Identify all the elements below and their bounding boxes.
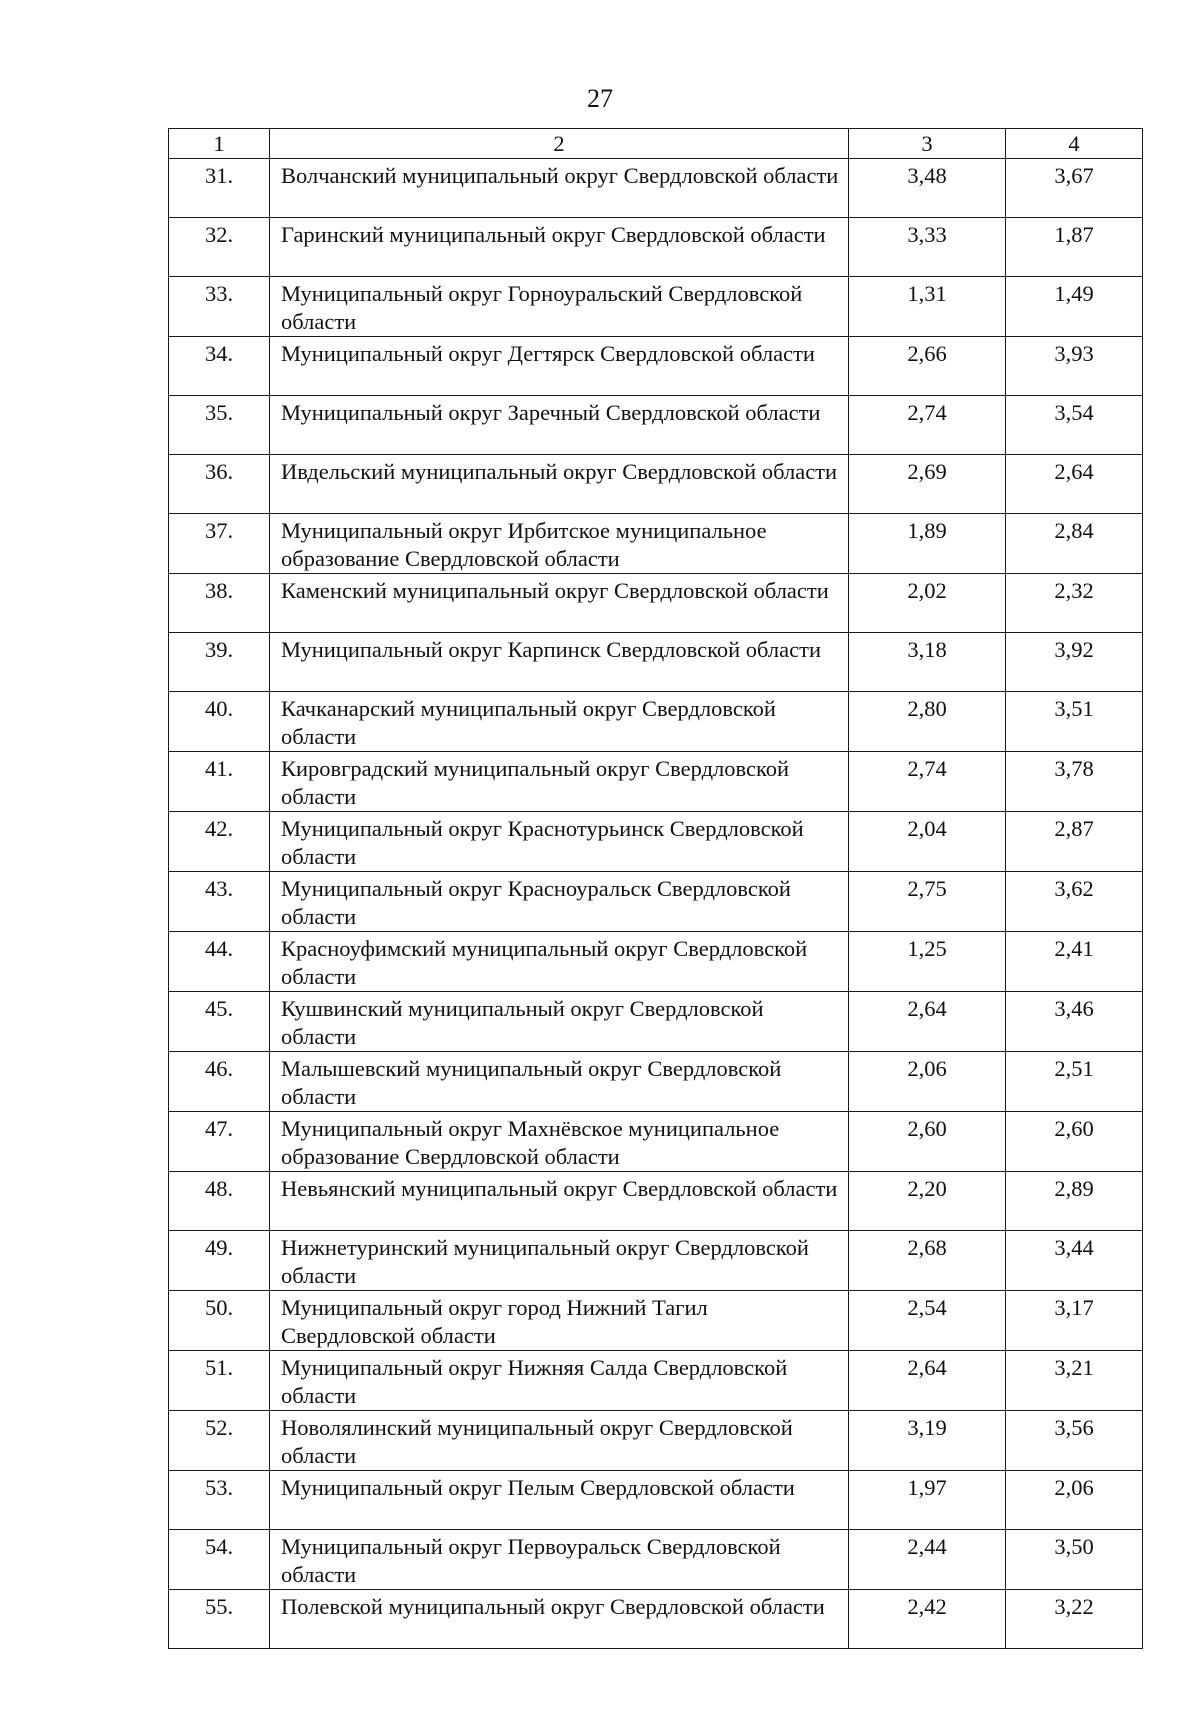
row-number-cell: 51.	[169, 1351, 270, 1411]
municipality-name-cell: Полевской муниципальный округ Свердловской области	[270, 1590, 849, 1649]
table-row	[169, 1530, 1143, 1590]
row-number-cell: 34.	[169, 337, 270, 396]
row-number-cell: 38.	[169, 574, 270, 633]
value-col4-cell: 2,87	[1006, 812, 1143, 872]
row-number-cell: 47.	[169, 1112, 270, 1172]
table-row	[169, 396, 1143, 455]
row-number-cell: 53.	[169, 1471, 270, 1530]
value-col4-cell: 3,62	[1006, 872, 1143, 932]
row-number-cell: 55.	[169, 1590, 270, 1649]
municipality-name-cell: Муниципальный округ Красноуральск Свердловской области	[270, 872, 849, 932]
municipality-name-cell: Красноуфимский муниципальный округ Свердловской области	[270, 932, 849, 992]
table-row	[169, 992, 1143, 1052]
table-row	[169, 872, 1143, 932]
municipality-name-cell: Гаринский муниципальный округ Свердловской области	[270, 218, 849, 277]
value-col3-cell: 2,75	[849, 872, 1006, 932]
table-row	[169, 1351, 1143, 1411]
row-number-cell: 42.	[169, 812, 270, 872]
column-header-4: 4	[1006, 129, 1143, 159]
municipality-name-cell: Малышевский муниципальный округ Свердловской области	[270, 1052, 849, 1112]
table-row	[169, 633, 1143, 692]
value-col3-cell: 3,33	[849, 218, 1006, 277]
table-row	[169, 692, 1143, 752]
value-col3-cell: 2,66	[849, 337, 1006, 396]
value-col4-cell: 2,64	[1006, 455, 1143, 514]
municipality-name-cell: Невьянский муниципальный округ Свердловской области	[270, 1172, 849, 1231]
table-row	[169, 1411, 1143, 1471]
value-col3-cell: 2,80	[849, 692, 1006, 752]
value-col4-cell: 2,32	[1006, 574, 1143, 633]
row-number-cell: 46.	[169, 1052, 270, 1112]
column-header-3: 3	[849, 129, 1006, 159]
row-number-cell: 41.	[169, 752, 270, 812]
row-number-cell: 50.	[169, 1291, 270, 1351]
value-col3-cell: 1,31	[849, 277, 1006, 337]
row-number-cell: 48.	[169, 1172, 270, 1231]
row-number-cell: 37.	[169, 514, 270, 574]
municipality-name-cell: Муниципальный округ Краснотурьинск Свердловской области	[270, 812, 849, 872]
value-col3-cell: 2,42	[849, 1590, 1006, 1649]
table-row	[169, 514, 1143, 574]
table-row	[169, 1052, 1143, 1112]
row-number-cell: 44.	[169, 932, 270, 992]
row-number-cell: 31.	[169, 159, 270, 218]
row-number-cell: 54.	[169, 1530, 270, 1590]
table-row	[169, 277, 1143, 337]
value-col4-cell: 3,78	[1006, 752, 1143, 812]
municipality-name-cell: Новолялинский муниципальный округ Свердловской области	[270, 1411, 849, 1471]
table-body	[169, 129, 1143, 1649]
value-col3-cell: 2,06	[849, 1052, 1006, 1112]
row-number-cell: 40.	[169, 692, 270, 752]
value-col4-cell: 3,92	[1006, 633, 1143, 692]
value-col3-cell: 2,69	[849, 455, 1006, 514]
value-col4-cell: 2,41	[1006, 932, 1143, 992]
table-row	[169, 1291, 1143, 1351]
row-number-cell: 43.	[169, 872, 270, 932]
value-col3-cell: 2,64	[849, 992, 1006, 1052]
value-col3-cell: 3,19	[849, 1411, 1006, 1471]
municipality-name-cell: Муниципальный округ Пелым Свердловской области	[270, 1471, 849, 1530]
municipality-name-cell: Муниципальный округ Заречный Свердловской области	[270, 396, 849, 455]
value-col4-cell: 2,06	[1006, 1471, 1143, 1530]
row-number-cell: 39.	[169, 633, 270, 692]
municipality-name-cell: Муниципальный округ Карпинск Свердловской области	[270, 633, 849, 692]
value-col3-cell: 3,48	[849, 159, 1006, 218]
table-row	[169, 218, 1143, 277]
value-col4-cell: 3,46	[1006, 992, 1143, 1052]
municipality-name-cell: Муниципальный округ Махнёвское муниципальное образование Свердловской области	[270, 1112, 849, 1172]
municipality-name-cell: Муниципальный округ Нижняя Салда Свердловской области	[270, 1351, 849, 1411]
value-col4-cell: 1,87	[1006, 218, 1143, 277]
page-number: 27	[587, 84, 613, 113]
municipality-name-cell: Нижнетуринский муниципальный округ Свердловской области	[270, 1231, 849, 1291]
value-col4-cell: 3,54	[1006, 396, 1143, 455]
value-col4-cell: 3,51	[1006, 692, 1143, 752]
value-col4-cell: 3,44	[1006, 1231, 1143, 1291]
municipality-name-cell: Каменский муниципальный округ Свердловской области	[270, 574, 849, 633]
row-number-cell: 45.	[169, 992, 270, 1052]
value-col4-cell: 2,60	[1006, 1112, 1143, 1172]
municipality-name-cell: Качканарский муниципальный округ Свердловской области	[270, 692, 849, 752]
table-header-row	[169, 129, 1143, 159]
row-number-cell: 52.	[169, 1411, 270, 1471]
table-row	[169, 574, 1143, 633]
row-number-cell: 35.	[169, 396, 270, 455]
table-row	[169, 1231, 1143, 1291]
municipality-name-cell: Муниципальный округ город Нижний Тагил Свердловской области	[270, 1291, 849, 1351]
row-number-cell: 33.	[169, 277, 270, 337]
value-col3-cell: 3,18	[849, 633, 1006, 692]
row-number-cell: 36.	[169, 455, 270, 514]
value-col4-cell: 3,56	[1006, 1411, 1143, 1471]
value-col3-cell: 2,74	[849, 752, 1006, 812]
table-row	[169, 932, 1143, 992]
value-col4-cell: 2,84	[1006, 514, 1143, 574]
table-row	[169, 1471, 1143, 1530]
table-row	[169, 455, 1143, 514]
column-header-1: 1	[169, 129, 270, 159]
value-col4-cell: 2,51	[1006, 1052, 1143, 1112]
value-col4-cell: 3,50	[1006, 1530, 1143, 1590]
value-col3-cell: 2,64	[849, 1351, 1006, 1411]
value-col4-cell: 1,49	[1006, 277, 1143, 337]
value-col4-cell: 3,93	[1006, 337, 1143, 396]
value-col4-cell: 3,67	[1006, 159, 1143, 218]
value-col3-cell: 2,68	[849, 1231, 1006, 1291]
table-row	[169, 1590, 1143, 1649]
value-col3-cell: 2,02	[849, 574, 1006, 633]
value-col4-cell: 3,21	[1006, 1351, 1143, 1411]
table-row	[169, 337, 1143, 396]
municipality-name-cell: Муниципальный округ Первоуральск Свердловской области	[270, 1530, 849, 1590]
table-row	[169, 752, 1143, 812]
value-col3-cell: 2,20	[849, 1172, 1006, 1231]
municipality-name-cell: Муниципальный округ Ирбитское муниципальное образование Свердловской области	[270, 514, 849, 574]
value-col3-cell: 2,04	[849, 812, 1006, 872]
value-col4-cell: 2,89	[1006, 1172, 1143, 1231]
row-number-cell: 49.	[169, 1231, 270, 1291]
column-header-2: 2	[270, 129, 849, 159]
table-row	[169, 1112, 1143, 1172]
value-col3-cell: 2,54	[849, 1291, 1006, 1351]
municipality-name-cell: Волчанский муниципальный округ Свердловской области	[270, 159, 849, 218]
value-col3-cell: 2,60	[849, 1112, 1006, 1172]
municipality-name-cell: Кушвинский муниципальный округ Свердловской области	[270, 992, 849, 1052]
value-col3-cell: 1,25	[849, 932, 1006, 992]
value-col3-cell: 1,97	[849, 1471, 1006, 1530]
value-col3-cell: 2,44	[849, 1530, 1006, 1590]
table-row	[169, 1172, 1143, 1231]
row-number-cell: 32.	[169, 218, 270, 277]
value-col4-cell: 3,22	[1006, 1590, 1143, 1649]
value-col3-cell: 1,89	[849, 514, 1006, 574]
table-row	[169, 812, 1143, 872]
value-col3-cell: 2,74	[849, 396, 1006, 455]
municipality-name-cell: Ивдельский муниципальный округ Свердловской области	[270, 455, 849, 514]
value-col4-cell: 3,17	[1006, 1291, 1143, 1351]
municipality-name-cell: Муниципальный округ Горноуральский Свердловской области	[270, 277, 849, 337]
table-row	[169, 159, 1143, 218]
data-table	[168, 128, 1143, 1649]
municipality-name-cell: Кировградский муниципальный округ Свердловской области	[270, 752, 849, 812]
municipality-name-cell: Муниципальный округ Дегтярск Свердловской области	[270, 337, 849, 396]
